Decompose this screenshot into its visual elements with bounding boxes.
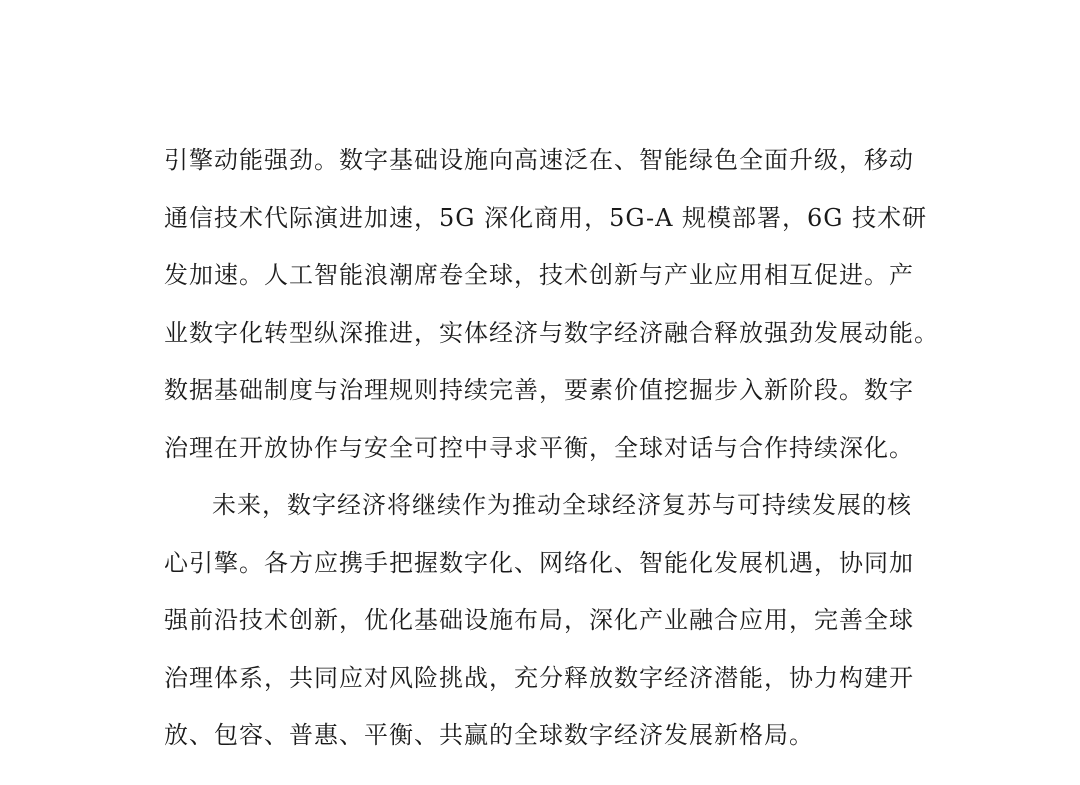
text-line: 治理在开放协作与安全可控中寻求平衡，全球对话与合作持续深化。	[164, 433, 914, 462]
text-line: 治理体系，共同应对风险挑战，充分释放数字经济潜能，协力构建开	[164, 663, 914, 692]
text-line: 发加速。人工智能浪潮席卷全球，技术创新与产业应用相互促进。产	[164, 261, 914, 289]
text-line: 放、包容、普惠、平衡、共赢的全球数字经济发展新格局。	[164, 721, 814, 749]
paragraph-1	[164, 138, 944, 483]
text-line: 未来，数字经济将继续作为推动全球经济复苏与可持续发展的核	[212, 491, 912, 519]
text-line: 心引擎。各方应携手把握数字化、网络化、智能化发展机遇，协同加	[164, 548, 914, 577]
document-body	[164, 138, 944, 771]
text-line: 引擎动能强劲。数字基础设施向高速泛在、智能绿色全面升级，移动	[164, 146, 914, 174]
paragraph-2	[164, 483, 944, 771]
text-line: 数据基础制度与治理规则持续完善，要素价值挖掘步入新阶段。数字	[164, 376, 914, 404]
text-line: 强前沿技术创新，优化基础设施布局，深化产业融合应用，完善全球	[164, 606, 914, 634]
text-line: 业数字化转型纵深推进，实体经济与数字经济融合释放强劲发展动能。	[164, 318, 939, 347]
text-line: 通信技术代际演进加速，5G 深化商用，5G-A 规模部署，6G 技术研	[164, 203, 928, 232]
